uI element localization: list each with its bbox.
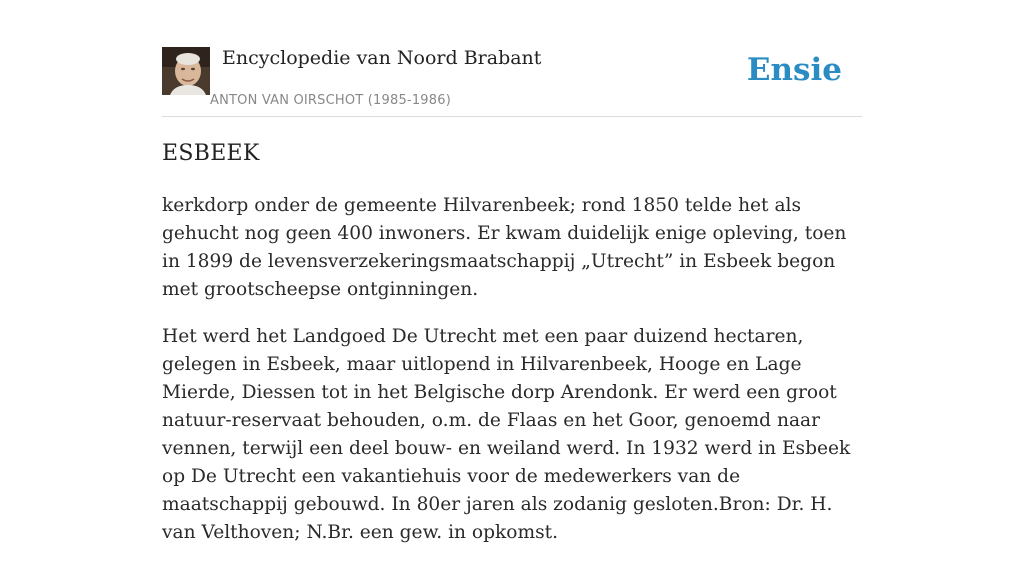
ensie-logo[interactable]: Ensie [746, 52, 842, 88]
page [162, 0, 862, 543]
site-title[interactable]: Encyclopedie van Noord Brabant [222, 47, 542, 69]
avatar-portrait [162, 47, 210, 95]
article-body [162, 192, 862, 566]
article-paragraph: Het werd het Landgoed De Utrecht met een paar duizend hectaren, gelegen in Esbeek, maar uitlopend in Hilvarenbeek, Hooge en Lage Mierde, Diessen tot in het Belgische dorp Arendonk. Er werd een groot natuur-reservaat behouden, o.m. de Flaas en het Goor, genoemd naar vennen, terwijl een deel bouw- en weiland werd. In 1932 werd in Esbeek op De Utrecht een vakantiehuis voor de medewerkers van de maatschappij gebouwd. In 80er jaren als zodanig gesloten.Bron: Dr. H. van Velthoven; N.Br. een gew. in opkomst. [162, 326, 851, 543]
author-avatar[interactable] [162, 47, 210, 95]
header [162, 46, 862, 117]
author-name[interactable]: ANTON VAN OIRSCHOT (1985-1986) [210, 93, 451, 108]
article-headword: ESBEEK [162, 141, 260, 166]
article-paragraph: kerkdorp onder de gemeente Hilvarenbeek; rond 1850 telde het als gehucht nog geen 400 inwoners. Er kwam duidelijk enige opleving, toen in 1899 de levensverzekeringsmaatschappij „Utrecht” in Esbeek begon met grootscheepse ontginningen. [162, 195, 847, 300]
